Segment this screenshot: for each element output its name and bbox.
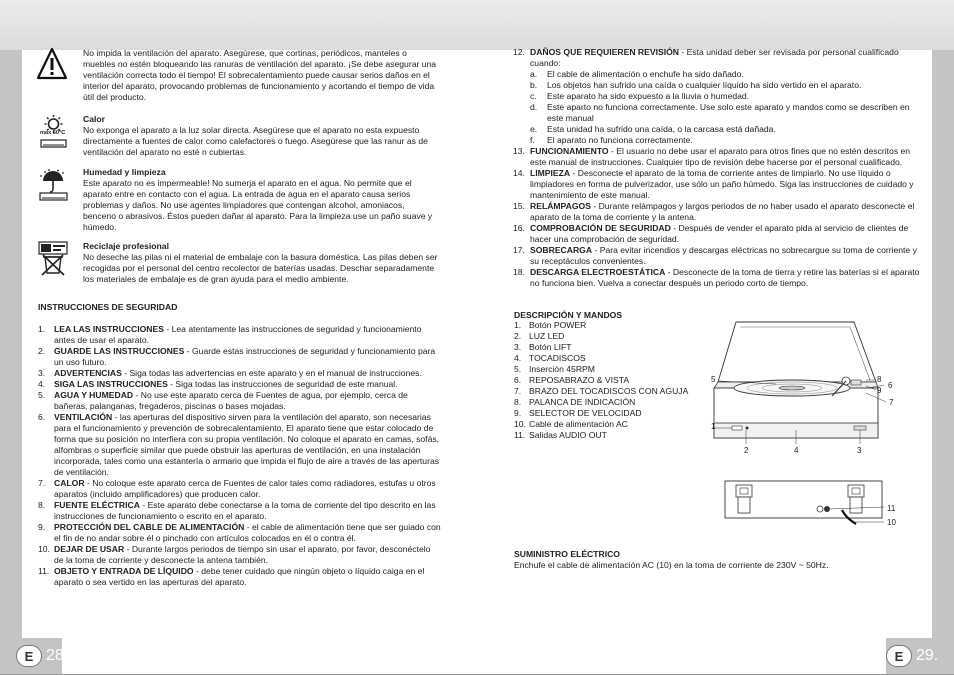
heat-text: No exponga el aparato a la luz solar directa. Asegúrese que el aparato no esta expuesto directamente a fuentes de calor como calefactores o fuego. Asegúrese que las ranur as de ventilación del aparato no esté n cubiertas.	[83, 125, 428, 157]
recycling-title: Reciclaje profesional	[83, 241, 169, 251]
description-number: 6.	[514, 375, 522, 385]
heat-title: Calor	[83, 114, 105, 124]
item-title: CALOR	[54, 478, 85, 488]
sub-item-letter: b.	[530, 80, 538, 90]
item-text: - el cable de alimentación tiene que ser guiado con el fin de no andar sobre él o pinchado con artículos colocados en él o contra él.	[54, 522, 441, 543]
humidity-text: Este aparato no es impermeable! No sumerja el aparato en el agua. No permite que el aparato entre en contacto con el agua. La entrada de agua en el aparato causa serios problemas y daños. No use agentes limpiadores que contengan alcohol, amoniacos, benceno o abrasivos. Éstos pueden dañar al aparato. Para la limpieza use un paño suave y húmedo.	[83, 178, 433, 232]
right-page-number	[886, 643, 938, 669]
list-item	[513, 223, 920, 245]
heat-icon-label: max 50°C	[40, 130, 66, 136]
humidity-icon	[37, 168, 70, 202]
item-title: FUENTE ELÉCTRICA	[54, 500, 140, 510]
sub-item-text: Los objetos han sufrido una caída o cualquier líquido ha sido vertido en el aparato.	[547, 80, 862, 90]
list-item	[38, 368, 442, 379]
description-item	[514, 386, 714, 397]
item-title: FUNCIONAMIENTO	[530, 146, 609, 156]
item-title: VENTILACIÓN	[54, 412, 113, 422]
recycling-icon	[37, 240, 70, 276]
sub-item	[530, 80, 920, 91]
item-title: GUARDE LAS INSTRUCCIONES	[54, 346, 185, 356]
item-number: 10.	[38, 544, 50, 554]
item-number: 17.	[513, 245, 525, 255]
item-number: 8.	[38, 500, 46, 510]
humidity-section	[83, 167, 439, 233]
item-body	[54, 379, 442, 390]
description-label: Cable de alimentación AC	[529, 419, 628, 429]
page-number-text: 28.	[46, 647, 69, 664]
callout-10: 10	[887, 518, 896, 527]
callout-2: 2	[744, 446, 749, 455]
item-title: RELÁMPAGOS	[530, 201, 591, 211]
item-text: - Para evitar incendios y descargas eléctricas no sobrecargue su toma de corriente y su receptáculos convenientes.	[530, 245, 917, 266]
item-number: 6.	[38, 412, 46, 422]
description-label: REPOSABRAZO & VISTA	[529, 375, 630, 385]
callout-11: 11	[887, 504, 896, 513]
list-item	[38, 390, 442, 412]
item-body	[54, 500, 442, 522]
description-number: 7.	[514, 386, 522, 396]
list-item	[38, 379, 442, 390]
description-label: BRAZO DEL TOCADISCOS CON AGUJA	[529, 386, 689, 396]
item-body	[54, 390, 442, 412]
item-title: DESCARGA ELECTROESTÁTICA	[530, 267, 666, 277]
description-number: 8.	[514, 397, 522, 407]
callout-5: 5	[711, 375, 716, 384]
list-item	[38, 324, 442, 346]
sub-item-letter: f.	[530, 135, 535, 145]
description-number: 10.	[514, 419, 526, 429]
item-title: SIGA LAS INSTRUCCIONES	[54, 379, 168, 389]
description-list	[514, 320, 714, 441]
callout-6: 6	[888, 381, 893, 390]
item-text: - Durante largos periodos de tiempo sin usar el aparato, por favor, desconéctelo de la toma de corriente y desconecte la antena también.	[54, 544, 431, 565]
item-text: - No coloque este aparato cerca de Fuentes de calor tales como radiadores, estufas u otros aparatos (incluido amplificadores) que producen calor.	[54, 478, 436, 499]
description-item	[514, 408, 714, 419]
item-number: 16.	[513, 223, 525, 233]
description-number: 5.	[514, 364, 522, 374]
item-body	[54, 544, 442, 566]
callout-9: 9	[877, 386, 882, 395]
header-band	[0, 0, 954, 50]
item-number: 14.	[513, 168, 525, 178]
description-label: Inserción 45RPM	[529, 364, 595, 374]
item-number: 3.	[38, 368, 46, 378]
sub-item-letter: d.	[530, 102, 538, 112]
list-item	[513, 146, 920, 168]
item-title: ADVERTENCIAS	[54, 368, 122, 378]
sub-item-letter: a.	[530, 69, 538, 79]
heat-icon	[37, 114, 70, 149]
description-label: LUZ LED	[529, 331, 565, 341]
item-number: 9.	[38, 522, 46, 532]
item-text: - Guarde estas instrucciones de seguridad y funcionamiento para un uso futuro.	[54, 346, 436, 367]
item-body	[530, 168, 920, 201]
callout-3: 3	[857, 446, 862, 455]
item-number: 11.	[38, 566, 50, 576]
item-title: PROTECCIÓN DEL CABLE DE ALIMENTACIÓN	[54, 522, 245, 532]
item-body	[530, 245, 920, 267]
item-body	[530, 201, 920, 223]
item-text: - Siga todas las instrucciones de seguridad de este manual.	[167, 379, 398, 389]
sub-item-text: Este aparato ha sido expuesto a la lluvia o humedad.	[547, 91, 750, 101]
item-number: 18.	[513, 267, 525, 277]
right-margin-bar	[932, 50, 954, 675]
item-number: 12.	[513, 47, 525, 57]
description-item	[514, 353, 714, 364]
item-text: - Después de vender el aparato pida al servicio de clientes de hacer una comprobación de seguridad.	[530, 223, 909, 244]
description-label: TOCADISCOS	[529, 353, 586, 363]
item-text: - Lea atentamente las instrucciones de seguridad y funcionamiento antes de usar el aparato.	[54, 324, 422, 345]
turntable-diagram	[706, 318, 896, 458]
sub-item-text: El cable de alimentación o enchufe ha sido dañado.	[547, 69, 744, 79]
sub-item-text: Esta unidad ha sufrido una caída, o la carcasa está dañada.	[547, 124, 776, 134]
warning-icon	[36, 47, 68, 81]
description-number: 1.	[514, 320, 522, 330]
description-label: PALANCA DE INDICACIÓN	[529, 397, 636, 407]
description-label: Botón POWER	[529, 320, 587, 330]
item-number: 4.	[38, 379, 46, 389]
language-badge: E	[16, 645, 42, 667]
list-item	[38, 522, 442, 544]
item-body	[54, 522, 442, 544]
description-heading: DESCRIPCIÓN Y MANDOS	[514, 310, 623, 320]
item-title: DAÑOS QUE REQUIEREN REVISIÓN	[530, 47, 679, 57]
ventilation-text: No impida la ventilación del aparato. Asegúrese, que cortinas, periódicos, manteles o muebles no estén bloqueando las ranuras de ventilación del aparato. ¡Se debe asegurar una ventilación correcta todo el tiempo! El sobrecalentamiento puede causar serios daños en el interior del aparato, provocando problemas de funcionamiento y acortando el tiempo de vida útil del producto.	[83, 48, 437, 102]
item-text: - El usuario no debe usar el aparato para otros fines que no estén descritos en este manual de instrucciones. Cualquier tipo de revisión debe hacerse por el personal cualificado.	[530, 146, 911, 167]
sub-item	[530, 124, 920, 135]
item-number: 13.	[513, 146, 525, 156]
item-body	[54, 478, 442, 500]
item-text: - debe tener cuidado que ningún objeto o líquido caiga en el aparato o sea vertido en las aperturas del aparato.	[54, 566, 425, 587]
callout-8: 8	[877, 375, 882, 384]
description-number: 9.	[514, 408, 522, 418]
description-number: 3.	[514, 342, 522, 352]
humidity-title: Humedad y limpieza	[83, 167, 166, 177]
item-title: LIMPIEZA	[530, 168, 571, 178]
item-text: - Siga todas las advertencias en este aparato y en el manual de instrucciones.	[121, 368, 422, 378]
item-title: SOBRECARGA	[530, 245, 593, 255]
left-page-number	[16, 643, 68, 669]
item-body	[54, 324, 442, 346]
item-body	[530, 146, 920, 168]
list-item	[38, 412, 442, 478]
recycling-section	[83, 241, 439, 285]
list-item	[38, 566, 442, 588]
item-body	[54, 566, 442, 588]
description-item	[514, 364, 714, 375]
list-item	[513, 47, 920, 146]
item-text: - No use este aparato cerca de Fuentes de agua, por ejemplo, cerca de bañeras, palanganas, fregaderos, piscinas o bases mojadas.	[54, 390, 408, 411]
callout-7: 7	[889, 398, 894, 407]
item-body	[530, 223, 920, 245]
heat-section	[83, 114, 439, 158]
description-number: 2.	[514, 331, 522, 341]
item-text: - Este aparato debe conectarse a la toma de corriente del tipo descrito en las instrucciones de funcionamiento o escrito en el aparato.	[54, 500, 436, 521]
rear-panel-diagram	[724, 480, 889, 538]
item-title: DEJAR DE USAR	[54, 544, 125, 554]
recycling-text: No deseche las pilas ni el material de embalaje con la basura doméstica. Las pilas deben ser recogidas por el personal del centro recolector de baterías usadas. Deschar separadamente los materiales de embalaje es de gran ayuda para el medio ambiente.	[83, 252, 438, 284]
item-body	[530, 47, 920, 146]
supply-text: Enchufe el cable de alimentación AC (10) en la toma de corriente de 230V ~ 50Hz.	[514, 560, 829, 570]
item-text: - Desconecte de la toma de tierra y retire las baterías si el aparato no funciona bien. Vuelva a conectar después un periodo corto de tiempo.	[530, 267, 920, 288]
item-body	[530, 267, 920, 289]
safety-heading: INSTRUCCIONES DE SEGURIDAD	[38, 302, 178, 312]
description-label: Salidas AUDIO OUT	[529, 430, 607, 440]
language-badge: E	[886, 645, 912, 667]
description-item	[514, 397, 714, 408]
callout-4: 4	[794, 446, 799, 455]
sub-item-text: Este aparto no funciona correctamente. Use solo este aparato y mandos como se describen en este manual	[547, 102, 910, 123]
item-number: 1.	[38, 324, 46, 334]
list-item	[513, 168, 920, 201]
item-text: - Desconecte el aparato de la toma de corriente antes de limpiarlo. No use líquido o limpiadores en forma de pulverizador, use sólo un paño húmedo. Siga las instrucciones de cuidado y mantenimiento de este manual.	[530, 168, 914, 200]
item-title: OBJETO Y ENTRADA DE LÍQUIDO	[54, 566, 194, 576]
list-item	[38, 478, 442, 500]
item-body	[54, 346, 442, 368]
list-item	[38, 500, 442, 522]
item-text: - Esta unidad deber ser revisada por personal cualificado cuando:	[530, 47, 899, 68]
list-item	[38, 544, 442, 566]
description-label: Botón LIFT	[529, 342, 572, 352]
description-item	[514, 419, 714, 430]
list-item	[513, 201, 920, 223]
sub-item	[530, 102, 920, 124]
list-item	[513, 267, 920, 289]
sub-item	[530, 135, 920, 146]
description-item	[514, 342, 714, 353]
item-text: - las aperturas del dispositivo sirven para la ventilación del aparato, son necesarias para el funcionamiento y prevención de sobrecalentamiento. El aparato tiene que estar colocado de forma que su posición no interfiera con su propia ventilación. No coloque el aparato en camas, sofás, alfombras o superficie similar que puede obstruir las aperturas de ventilación, en una instalación incorporada, tales como una estantería o armario que impida el flujo de aire a través de las aperturas de ventilación.	[54, 412, 440, 477]
left-margin-bar	[0, 50, 22, 675]
description-number: 4.	[514, 353, 522, 363]
item-body	[54, 368, 442, 379]
supply-heading: SUMINISTRO ELÉCTRICO	[514, 549, 620, 559]
item-number: 7.	[38, 478, 46, 488]
description-item	[514, 320, 714, 331]
list-item	[513, 245, 920, 267]
safety-list-continued	[513, 47, 920, 289]
sub-item-letter: c.	[530, 91, 537, 101]
item-title: AGUA Y HUMEDAD	[54, 390, 134, 400]
description-item	[514, 375, 714, 386]
item-body	[54, 412, 442, 478]
page-number-text: 29.	[916, 647, 939, 664]
item-number: 2.	[38, 346, 46, 356]
item-number: 15.	[513, 201, 525, 211]
description-label: SELECTOR DE VELOCIDAD	[529, 408, 642, 418]
item-number: 5.	[38, 390, 46, 400]
sub-item-text: El aparato no funciona correctamente.	[547, 135, 693, 145]
list-item	[38, 346, 442, 368]
item-text: - Durante relámpagos y largos periodos de no haber usado el aparato desconecte el aparato de la toma de corriente y la antena.	[530, 201, 915, 222]
item-title: LEA LAS INSTRUCCIONES	[54, 324, 164, 334]
sub-item	[530, 69, 920, 80]
description-item	[514, 331, 714, 342]
safety-list	[38, 324, 442, 588]
sub-item	[530, 91, 920, 102]
callout-1: 1	[711, 422, 716, 431]
sub-item-letter: e.	[530, 124, 538, 134]
item-title: COMPROBACIÓN DE SEGURIDAD	[530, 223, 671, 233]
description-number: 11.	[514, 430, 526, 440]
description-item	[514, 430, 714, 441]
